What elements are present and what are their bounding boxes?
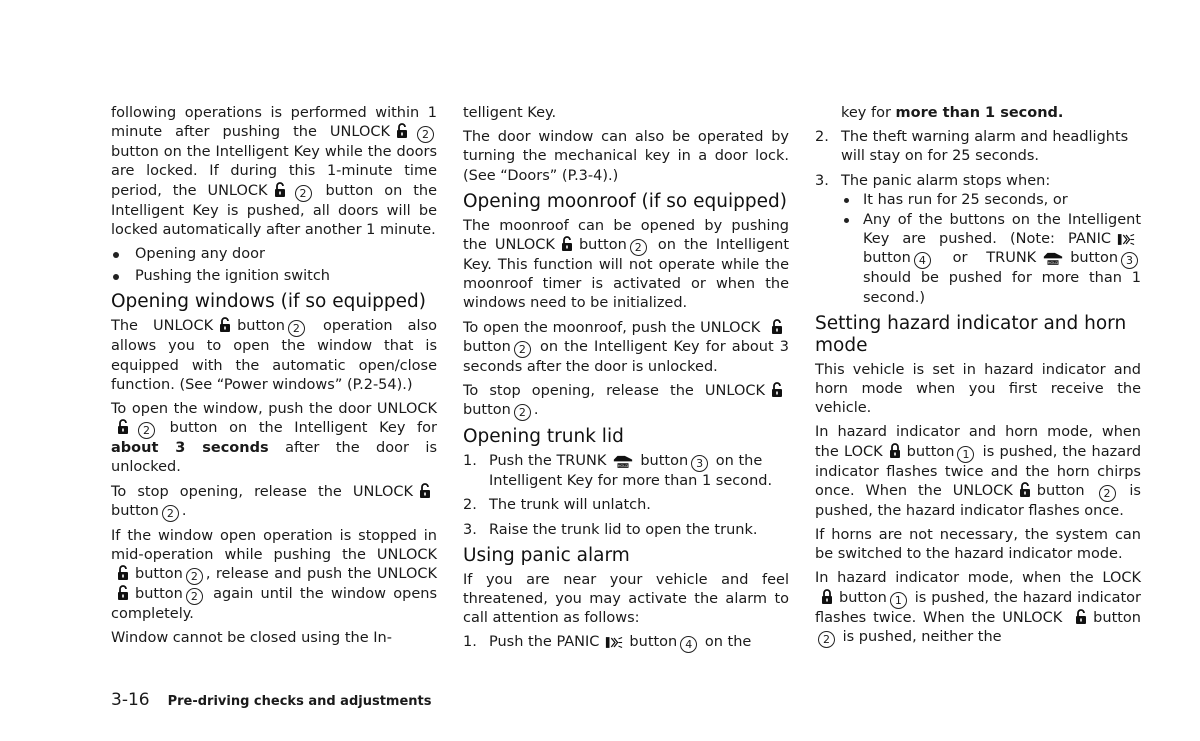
callout-3: 3: [1121, 252, 1138, 269]
callout-2: 2: [417, 126, 434, 143]
list-item: Opening any door: [111, 245, 437, 264]
column-right: [815, 104, 1141, 653]
panic-horn-icon: [605, 636, 623, 649]
list-item: 2. The trunk will unlatch.: [463, 497, 651, 514]
callout-2: 2: [514, 404, 531, 421]
padlock-open-icon: [219, 317, 231, 333]
list-item: It has run for 25 seconds, or: [841, 191, 1141, 210]
paragraph: Window cannot be closed using the In-: [111, 630, 392, 647]
section-title: Pre-driving checks and adjustments: [167, 694, 432, 709]
paragraph: The UNLOCK button 2 operation also allows you to open the window that is equipped with the automatic open/close function. (See “Power windows” (P.2-54).): [111, 318, 437, 393]
page-number: 3-16: [111, 690, 150, 710]
page-footer: [111, 690, 432, 710]
padlock-open-icon: [419, 483, 431, 499]
trunk-hold-icon: [612, 453, 634, 468]
paragraph-continued: key for more than 1 second.: [841, 105, 1064, 121]
callout-4: 4: [914, 252, 931, 269]
numbered-list: [463, 452, 789, 540]
callout-2: 2: [288, 320, 305, 337]
numbered-list: [815, 128, 1141, 308]
padlock-open-icon: [1019, 482, 1031, 498]
padlock-open-icon: [117, 419, 129, 435]
list-item: 1. Push the TRUNK button 3 on the Intelligent Key for more than 1 second.: [463, 453, 773, 490]
callout-1: 1: [890, 592, 907, 609]
paragraph: To open the window, push the door UNLOCK2 button on the Intelligent Key for about 3 seconds after the door is unlocked.: [111, 401, 438, 476]
padlock-open-icon: [771, 382, 783, 398]
list-item: Any of the buttons on the Intelligent Key are pushed. (Note: PANIC button 4 or TRUNK button 3 should be pushed for more than 1 second.): [841, 211, 1141, 308]
heading-opening-moonroof: Opening moonroof (if so equipped): [463, 190, 787, 212]
paragraph: If the window open operation is stopped in mid-operation while pushing the UNLOCK button 2 , release and push the UNLOCKbutton 2 again until the window opens completely.: [111, 527, 437, 623]
padlock-open-icon: [396, 123, 408, 139]
paragraph: To stop opening, release the UNLOCK button 2 .: [111, 483, 437, 522]
paragraph: In hazard indicator mode, when the LOCK button 1 is pushed, the hazard indicator flashes twice. When the UNLOCK button2 is pushed, neither the: [815, 570, 1141, 646]
callout-2: 2: [818, 631, 835, 648]
callout-2: 2: [295, 185, 312, 202]
paragraph-auto-relock: following operations is performed within 1 minute after pushing the UNLOCK 2 button on the Intelligent Key while the doors are locked. If during this 1-minute time period, the UNLOCK 2 button on the Intelligent Key is pushed, all doors will be locked automatically after another 1 minute.: [111, 105, 438, 238]
list-item: 1. Push the PANIC button 4 on the: [463, 634, 752, 652]
heading-setting-hazard-mode: Setting hazard indicator and horn mode: [815, 312, 1127, 356]
callout-2: 2: [514, 341, 531, 358]
callout-1: 1: [957, 446, 974, 463]
padlock-open-icon: [1075, 609, 1087, 625]
callout-2: 2: [186, 568, 203, 585]
padlock-open-icon: [117, 565, 129, 581]
padlock-open-icon: [274, 182, 286, 198]
padlock-open-icon: [771, 319, 783, 335]
paragraph: telligent Key.: [463, 105, 557, 121]
panic-horn-icon: [1117, 233, 1135, 246]
list-item: 3. Raise the trunk lid to open the trunk.: [463, 521, 758, 538]
paragraph: To open the moonroof, push the UNLOCK button 2 on the Intelligent Key for about 3 seconds after the door is unlocked.: [463, 319, 789, 375]
padlock-open-icon: [117, 585, 129, 601]
paragraph: If you are near your vehicle and feel threatened, you may activate the alarm to call attention as follows:: [463, 571, 789, 627]
callout-2: 2: [1099, 485, 1116, 502]
column-middle: [463, 104, 789, 658]
padlock-closed-icon: [889, 443, 901, 459]
padlock-open-icon: [561, 236, 573, 252]
heading-using-panic-alarm: Using panic alarm: [463, 544, 630, 566]
callout-2: 2: [186, 588, 203, 605]
paragraph: If horns are not necessary, the system can be switched to the hazard indicator mode.: [815, 527, 1141, 563]
trunk-hold-icon: [1042, 250, 1064, 265]
paragraph: In hazard indicator and horn mode, when the LOCK button 1 is pushed, the hazard indicator flashes twice and the horn chirps once. When the UNLOCK button 2 is pushed, the hazard indicator flashes once.: [815, 424, 1142, 519]
paragraph: The moonroof can be opened by pushing the UNLOCK button 2 on the Intelligent Key. This function will not operate while the moonroof timer is activated or when the windows need to be initialized.: [463, 217, 789, 312]
heading-opening-windows: Opening windows (if so equipped): [111, 291, 427, 313]
callout-4: 4: [680, 636, 697, 653]
list-item: Pushing the ignition switch: [111, 267, 437, 286]
paragraph: The door window can also be operated by turning the mechanical key in a door lock. (See “Doors” (P.3-4).): [463, 129, 789, 184]
callout-2: 2: [138, 422, 155, 439]
bullet-list: [111, 245, 437, 286]
paragraph: To stop opening, release the UNLOCK button 2 .: [463, 382, 789, 421]
numbered-list: [463, 633, 789, 653]
list-item: 2. The theft warning alarm and headlights will stay on for 25 seconds.: [815, 129, 1129, 165]
sub-bullet-list: [841, 191, 1141, 308]
list-item: 3. The panic alarm stops when: It has run for 25 seconds, or Any of the buttons on the Intelligent Key are pushed. (Note: PANIC button 4 or TRUNK button 3 should be pushed for more than 1 second.): [815, 172, 1141, 308]
callout-2: 2: [630, 239, 647, 256]
callout-2: 2: [162, 505, 179, 522]
heading-opening-trunk-lid: Opening trunk lid: [463, 426, 624, 448]
paragraph: This vehicle is set in hazard indicator and horn mode when you first receive the vehicle.: [815, 361, 1141, 417]
callout-3: 3: [691, 455, 708, 472]
padlock-closed-icon: [821, 589, 833, 605]
column-left: [111, 104, 437, 654]
